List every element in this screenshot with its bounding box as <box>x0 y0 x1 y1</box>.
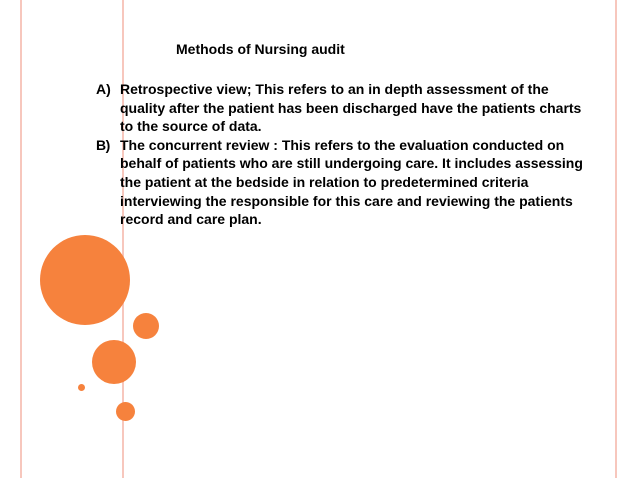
item-text: The concurrent review : This refers to the evaluation conducted on behalf of patients who are still undergoing care. It includes assessing the patient at the bedside in relation to predetermined criteria interviewing the responsible for this care and reviewing the patients record and care plan. <box>120 136 583 228</box>
decorative-circle-bottom <box>116 402 135 421</box>
slide-title: Methods of Nursing audit <box>176 41 345 57</box>
item-marker: B) <box>96 136 110 153</box>
method-item-concurrent <box>96 136 596 229</box>
item-text: Retrospective view; This refers to an in depth assessment of the quality after the patient has been discharged have the patients charts to the source of data. <box>120 81 582 135</box>
decorative-rule-left <box>20 0 22 478</box>
decorative-circle-small <box>133 313 159 339</box>
decorative-circle-medium <box>92 340 136 384</box>
method-item-retrospective <box>96 80 596 136</box>
methods-list <box>96 80 596 229</box>
decorative-circle-large <box>40 235 130 325</box>
decorative-circle-tiny <box>78 384 85 391</box>
decorative-rule-right <box>615 0 617 478</box>
item-marker: A) <box>96 81 111 97</box>
